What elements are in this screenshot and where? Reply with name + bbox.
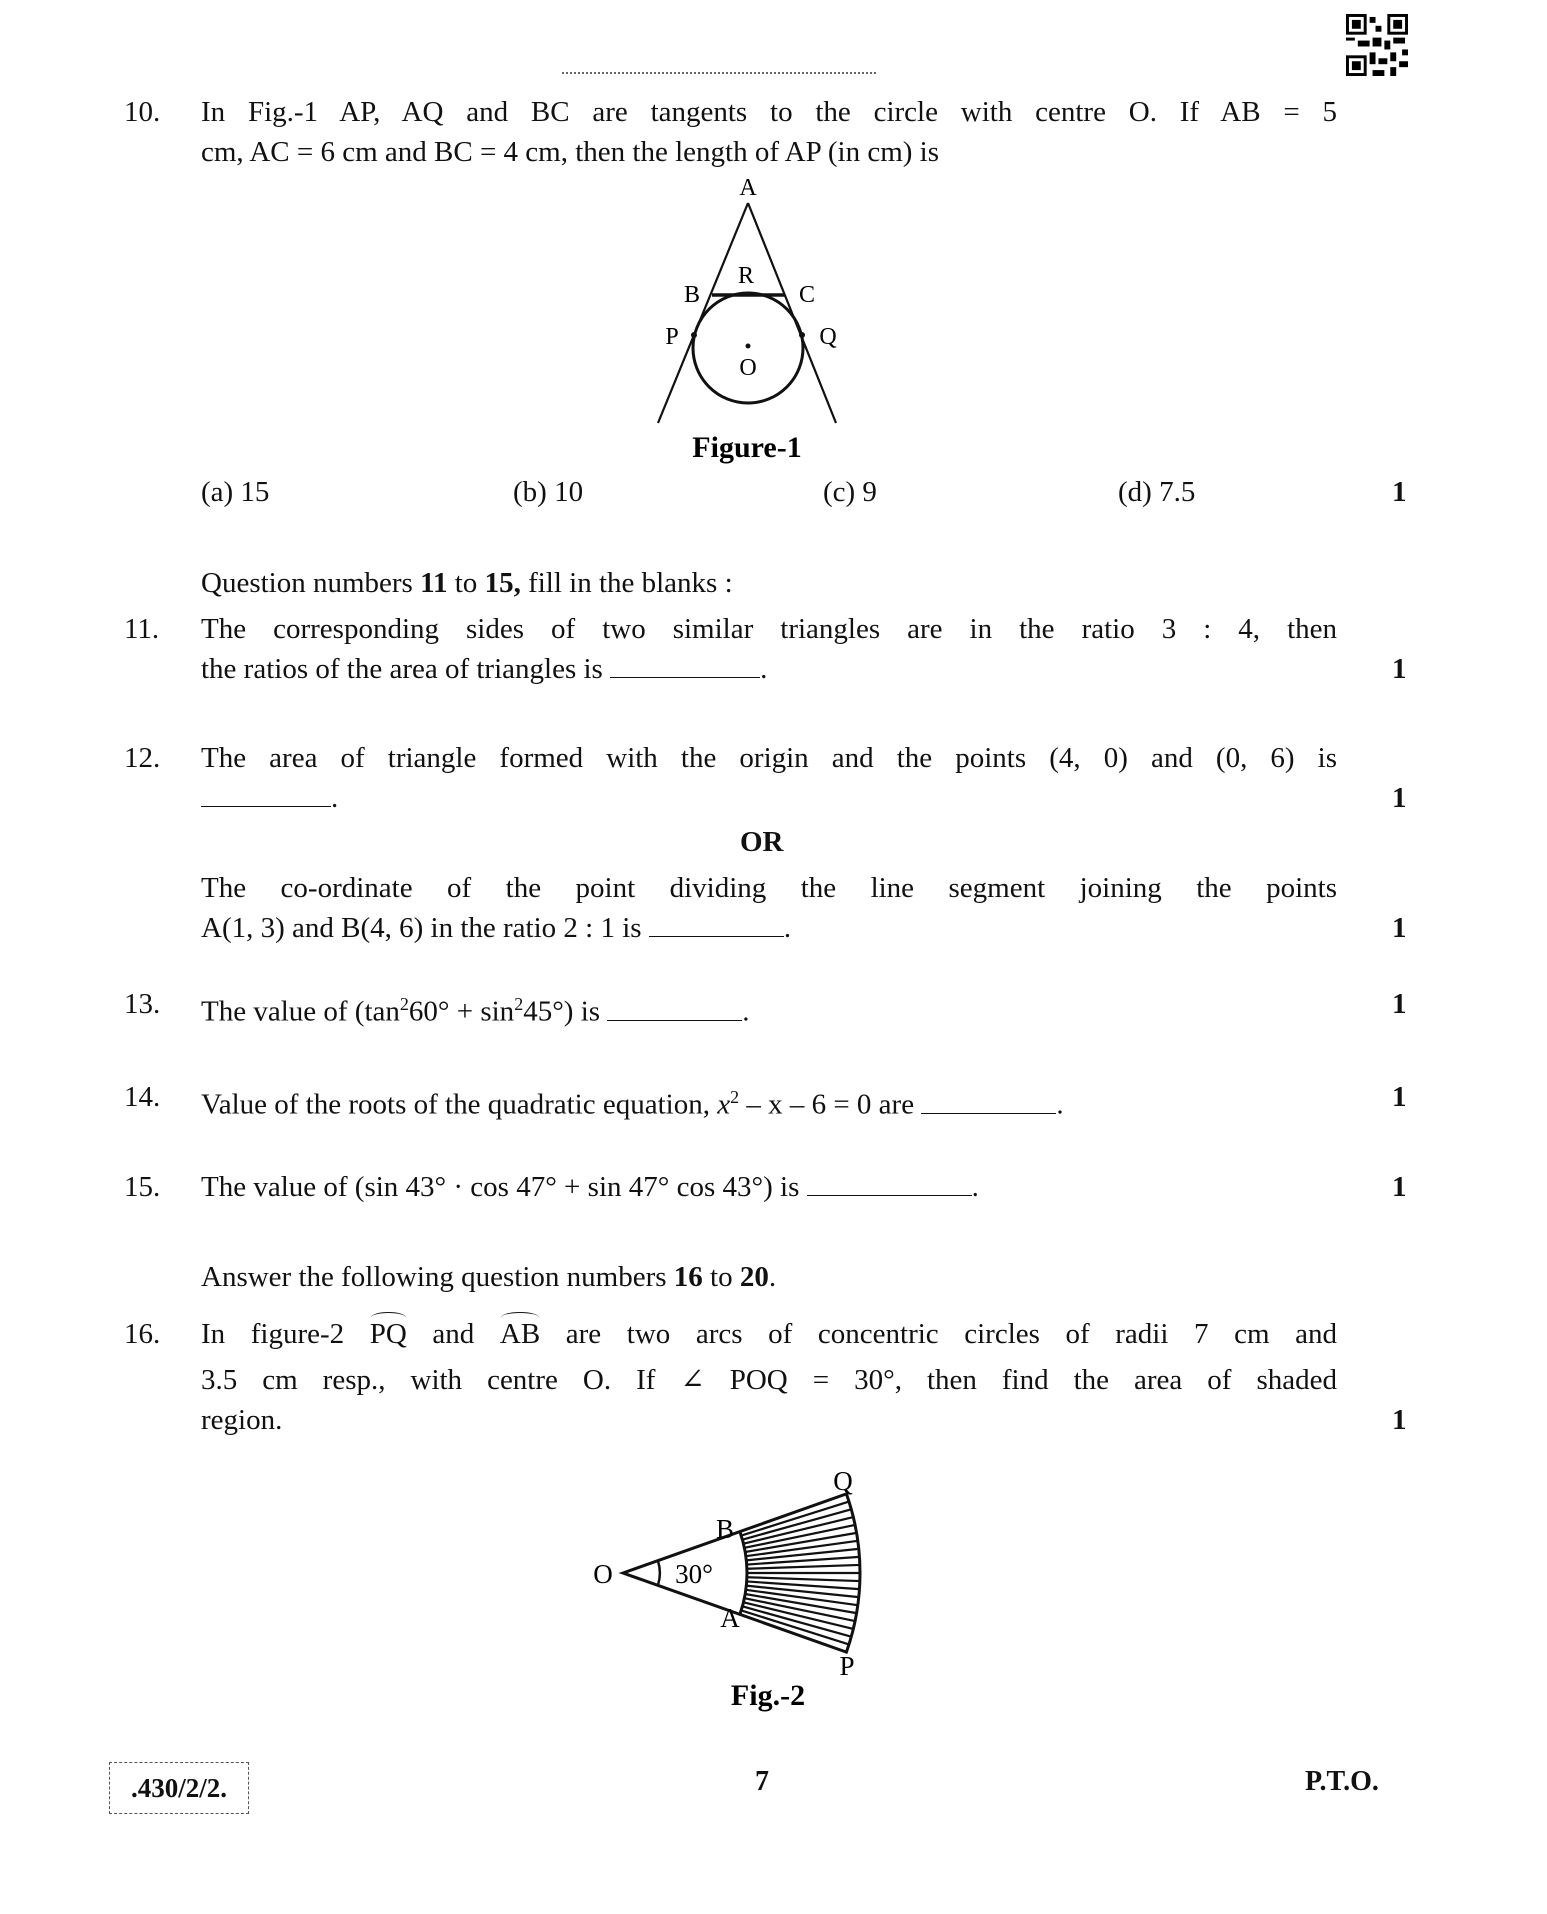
or-divider: OR [740,826,784,858]
question-text: In Fig.-1 AP, AQ and BC are tangents to the circle with centre O. If AB = 5 [201,96,1337,128]
question-number: 11. [124,613,160,645]
figure-caption: Fig.-2 [730,1679,806,1712]
angle-marker [658,1561,660,1585]
question-number: 16. [124,1318,161,1350]
shading-line [747,1577,860,1581]
answer-blank [610,655,760,678]
paper-code: .430/2/2. [109,1762,249,1814]
label-q: Q [819,324,837,350]
question-text: In figure-2 PQ and AB are two arcs of concentric circles of radii 7 cm and [201,1318,1337,1350]
label-b: B [715,1514,735,1544]
marks: 1 [1392,1404,1407,1436]
marks: 1 [1392,1171,1407,1203]
question-number: 15. [124,1171,161,1203]
point-q [799,332,805,338]
question-text: region. [201,1404,283,1436]
option-d: (d) 7.5 [1118,476,1196,508]
answer-blank [201,784,331,807]
marks: 1 [1392,988,1407,1020]
answer-blank [607,998,742,1021]
question-text: The co-ordinate of the point dividing the line segment joining the points [201,872,1337,904]
label-o: O [593,1559,613,1589]
answer-blank [921,1091,1056,1114]
shading-line [747,1565,860,1569]
question-text: The value of (sin 43° · cos 47° + sin 47° cos 43°) is . [201,1171,979,1203]
centre-dot [746,344,751,349]
label-p: P [839,1651,855,1681]
marks: 1 [1392,912,1407,944]
question-text: Value of the roots of the quadratic equation, $x^2 - x - 6 = 0$ are . [201,1087,1064,1121]
question-number: 10. [124,96,161,128]
answer-blank [807,1173,972,1196]
label-r: R [737,263,755,289]
label-angle: 30° [675,1559,713,1589]
pto-label: P.T.O. [1305,1766,1379,1797]
marks: 1 [1392,476,1407,508]
tangent-ap [658,203,748,423]
section-instruction: Answer the following question numbers 16 to 20. [201,1261,777,1293]
question-text: 3.5 cm resp., with centre O. If ∠ POQ = 30°, then find the area of shaded [201,1364,1337,1396]
arc-pq: PQ [369,1318,407,1350]
figure-2 [0,1430,1547,1720]
question-text: A(1, 3) and B(4, 6) in the ratio 2 : 1 is . [201,912,792,944]
section-instruction: Question numbers 11 to 15, fill in the blanks : [201,567,733,599]
question-text: The area of triangle formed with the origin and the points (4, 0) and (0, 6) is [201,742,1337,774]
arc-ab: AB [499,1318,541,1350]
label-q: Q [833,1466,853,1496]
question-text: The corresponding sides of two similar triangles are in the ratio 3 : 4, then [201,613,1337,645]
question-text: the ratios of the area of triangles is . [201,653,768,685]
label-a: A [739,175,757,201]
question-number: 13. [124,988,161,1020]
option-c: (c) 9 [823,476,877,508]
label-o: O [739,355,757,381]
question-text: The value of $(\tan^260^\circ + \sin^245^\circ)$ is . [201,994,750,1028]
figure-caption: Figure-1 [692,431,802,464]
question-text: . [201,780,338,816]
marks: 1 [1392,782,1407,814]
label-b: B [683,282,701,308]
page-number: 7 [755,1766,769,1797]
label-p: P [665,324,679,350]
option-b: (b) 10 [513,476,584,508]
question-text: cm, AC = 6 cm and BC = 4 cm, then the length of AP (in cm) is [201,136,940,168]
marks: 1 [1392,1081,1407,1113]
label-a: A [720,1603,740,1633]
point-p [691,332,697,338]
question-number: 12. [124,742,161,774]
answer-blank [649,914,784,937]
marks: 1 [1392,653,1407,685]
question-number: 14. [124,1081,161,1113]
figure-1 [0,0,1547,470]
option-a: (a) 15 [201,476,270,508]
label-c: C [798,282,816,308]
